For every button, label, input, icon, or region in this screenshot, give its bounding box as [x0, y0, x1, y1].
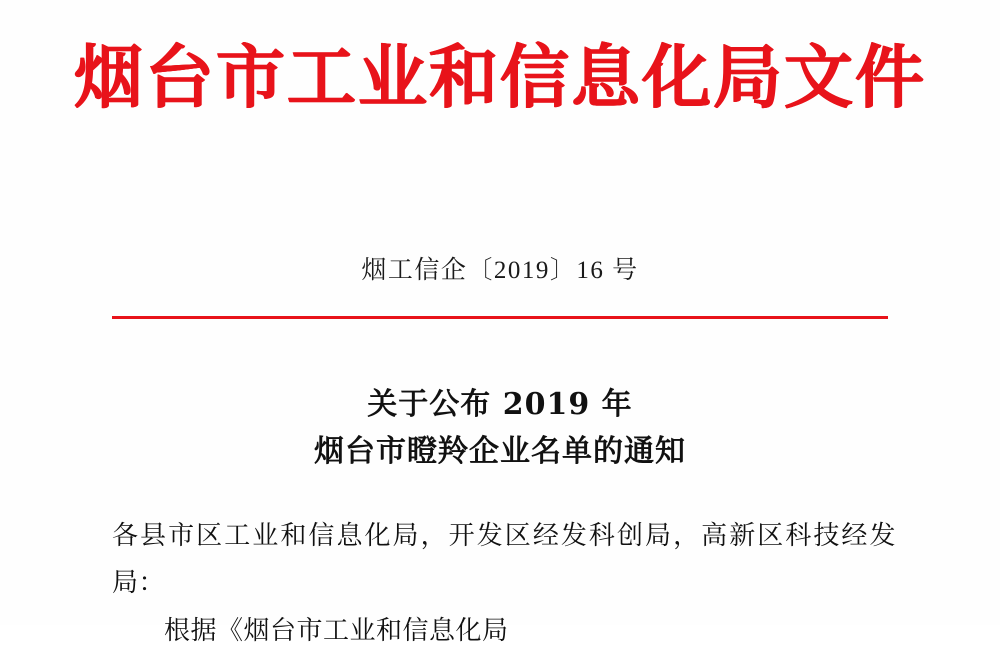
recipient-line: 各县市区工业和信息化局，开发区经发科创局，高新区科技经发局：	[112, 521, 896, 598]
document-subject	[0, 382, 1000, 475]
red-divider-rule	[112, 316, 888, 319]
body-paragraph-1: 根据《烟台市工业和信息化局	[164, 615, 509, 645]
subject-line-1: 关于公布 2019 年	[367, 387, 633, 422]
document-number: 烟工信企〔2019〕16 号	[361, 257, 639, 284]
document-body	[112, 512, 896, 654]
subject-line-2: 烟台市瞪羚企业名单的通知	[314, 433, 686, 469]
issuing-authority-title: 烟台市工业和信息化局文件	[74, 37, 926, 118]
document-header	[0, 38, 1000, 117]
